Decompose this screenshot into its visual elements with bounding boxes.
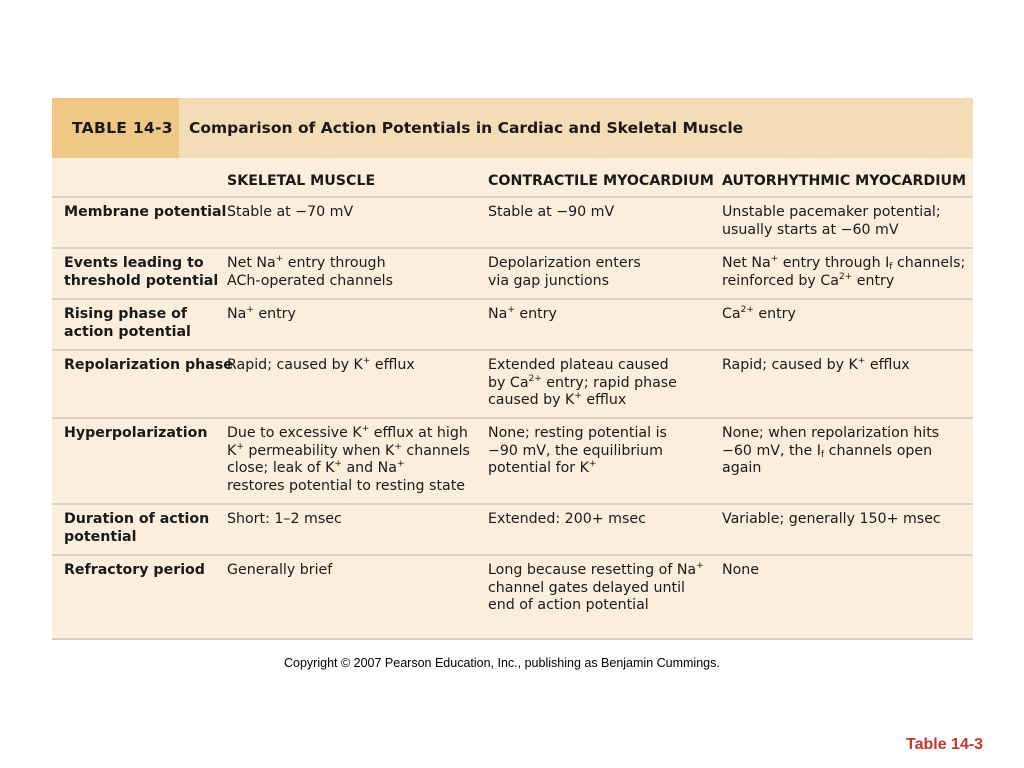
cell-autorhythmic-myocardium: None [722, 562, 760, 578]
table-number: TABLE 14-3 [72, 119, 173, 137]
table-title-bar [52, 98, 973, 158]
cell-skeletal-muscle: Na+ entry [227, 305, 296, 322]
table-title: Comparison of Action Potentials in Cardiac and Skeletal Muscle [189, 119, 744, 137]
cell-contractile-myocardium: Depolarization enters via gap junctions [488, 255, 641, 289]
row-label: Hyperpolarization [64, 425, 208, 441]
cell-autorhythmic-myocardium: None; when repolarization hits −60 mV, the $I_f$ channels open again [722, 425, 940, 476]
cell-autorhythmic-myocardium: Rapid; caused by K+ efflux [722, 356, 910, 373]
cell-contractile-myocardium: Long because resetting of Na+ channel gates delayed until end of action potential [488, 561, 704, 613]
cell-skeletal-muscle: Stable at −70 mV [227, 204, 354, 220]
header-contractile-myocardium: CONTRACTILE MYOCARDIUM [488, 173, 714, 189]
row-divider [52, 349, 973, 351]
cell-skeletal-muscle: Rapid; caused by K+ efflux [227, 356, 415, 373]
row-label: Rising phase of action potential [64, 306, 191, 340]
cell-skeletal-muscle: Generally brief [227, 562, 333, 578]
slide-label: Table 14-3 [906, 736, 984, 753]
row-label: Repolarization phase [64, 357, 233, 373]
cell-skeletal-muscle: Net Na+ entry through ACh-operated channels [227, 254, 394, 289]
cell-skeletal-muscle: Due to excessive K+ efflux at high K+ permeability when K+ channels close; leak of K+ and Na+ restores potential to resting state [227, 424, 470, 494]
header-autorhythmic-myocardium: AUTORHYTHMIC MYOCARDIUM [722, 173, 967, 189]
row-divider [52, 503, 973, 505]
row-label: Duration of action potential [64, 511, 210, 545]
row-divider [52, 417, 973, 419]
table-bottom-rule [52, 638, 973, 640]
cell-autorhythmic-myocardium: $Ca^{2+}$ entry [722, 305, 796, 322]
cell-contractile-myocardium: Na+ entry [488, 305, 557, 322]
cell-contractile-myocardium: Extended plateau caused by $Ca^{2+}$ entry; rapid phase caused by K+ efflux [488, 357, 677, 408]
row-label: Membrane potential [64, 204, 227, 220]
row-label: Refractory period [64, 562, 205, 578]
cell-skeletal-muscle: Short: 1–2 msec [227, 511, 342, 527]
cell-autorhythmic-myocardium: Variable; generally 150+ msec [722, 511, 941, 527]
cell-autorhythmic-myocardium: Net Na+ entry through $I_f$ channels; reinforced by $Ca^{2+}$ entry [722, 254, 966, 289]
copyright-notice: Copyright © 2007 Pearson Education, Inc., publishing as Benjamin Cummings. [284, 656, 720, 670]
row-divider [52, 196, 973, 198]
row-divider [52, 554, 973, 556]
row-label: Events leading to threshold potential [64, 255, 219, 289]
row-divider [52, 247, 973, 249]
cell-contractile-myocardium: Stable at −90 mV [488, 204, 615, 220]
cell-contractile-myocardium: Extended: 200+ msec [488, 511, 646, 527]
header-skeletal-muscle: SKELETAL MUSCLE [227, 173, 376, 189]
cell-contractile-myocardium: None; resting potential is −90 mV, the equilibrium potential for K+ [488, 425, 667, 476]
table-number-tag [52, 98, 179, 158]
comparison-table [52, 98, 973, 640]
cell-autorhythmic-myocardium: Unstable pacemaker potential; usually starts at −60 mV [722, 204, 941, 238]
row-divider [52, 298, 973, 300]
